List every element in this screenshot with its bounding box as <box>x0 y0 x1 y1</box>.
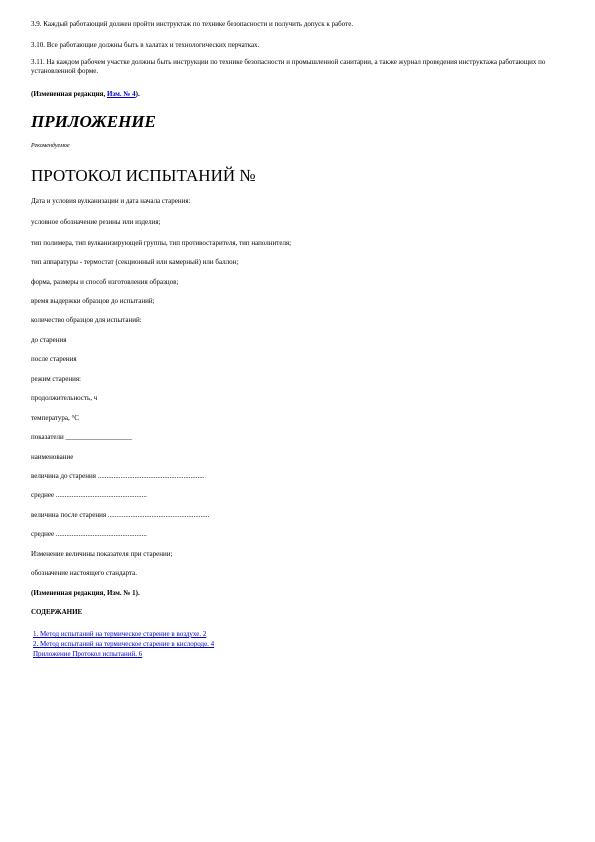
edit-note-prefix: (Измененная редакция, <box>31 90 107 98</box>
edit-note-4 <box>31 90 140 99</box>
recommended-label: Рекомендуемое <box>31 143 70 149</box>
protocol-line: температура, °С <box>31 414 79 422</box>
protocol-line: тип аппаратуры - термостат (секционный или камерный) или баллон; <box>31 258 239 266</box>
protocol-line: Дата и условия вулканизации и дата начала старения: <box>31 197 191 205</box>
protocol-line: до старения <box>31 336 67 344</box>
protocol-line: среднее .................................................... <box>31 530 147 538</box>
edit-note-suffix: ). <box>135 90 140 98</box>
edit-note-1: (Измененная редакция, Изм. № 1). <box>31 589 140 597</box>
paragraph-3-9: 3.9. Каждый работающий должен пройти инструктаж по технике безопасности и получить допуск к работе. <box>31 20 354 28</box>
paragraph-3-11: 3.11. На каждом рабочем участке должны быть инструкции по технике безопасности и промышленной санитарии, а также журнал проведения инструктажа работающих по установленной форме. <box>31 58 546 75</box>
protocol-line: режим старения: <box>31 375 81 383</box>
protocol-line: время выдержки образцов до испытаний; <box>31 297 155 305</box>
protocol-line: обозначение настоящего стандарта. <box>31 569 138 577</box>
protocol-line: тип полимера, тип вулканизирующей группы, тип противостарителя, тип наполнителя; <box>31 239 292 247</box>
appendix-title: ПРИЛОЖЕНИЕ <box>31 112 156 131</box>
protocol-line: условное обозначение резины или изделия; <box>31 218 161 226</box>
protocol-line: показатели ___________________ <box>31 433 132 441</box>
toc-title: СОДЕРЖАНИЕ <box>31 608 83 616</box>
protocol-line: количество образцов для испытаний: <box>31 316 142 324</box>
toc-link-section-1[interactable]: 1. Метод испытаний на термическое старение в воздухе. 2 <box>33 630 207 638</box>
toc-link-section-2[interactable]: 2. Метод испытаний на термическое старение в кислороде. 4 <box>33 640 215 648</box>
protocol-line: после старения <box>31 355 77 363</box>
protocol-title: ПРОТОКОЛ ИСПЫТАНИЙ № <box>31 166 256 185</box>
paragraph-3-10: 3.10. Все работающие должны быть в халатах и технологических перчатках. <box>31 41 260 49</box>
protocol-line: величина до старения ............................................................. <box>31 472 205 480</box>
protocol-line: Изменение величины показателя при старении; <box>31 550 173 558</box>
protocol-line: наименование <box>31 453 74 461</box>
protocol-line: среднее .................................................... <box>31 491 147 499</box>
protocol-line: форма, размеры и способ изготовления образцов; <box>31 278 179 286</box>
protocol-line: величина после старения .......................................................... <box>31 511 210 519</box>
protocol-line: продолжительность, ч <box>31 394 98 402</box>
edit-4-link[interactable]: Изм. № 4 <box>106 90 136 98</box>
toc-link-appendix[interactable]: Приложение Протокол испытаний. 6 <box>33 650 143 658</box>
